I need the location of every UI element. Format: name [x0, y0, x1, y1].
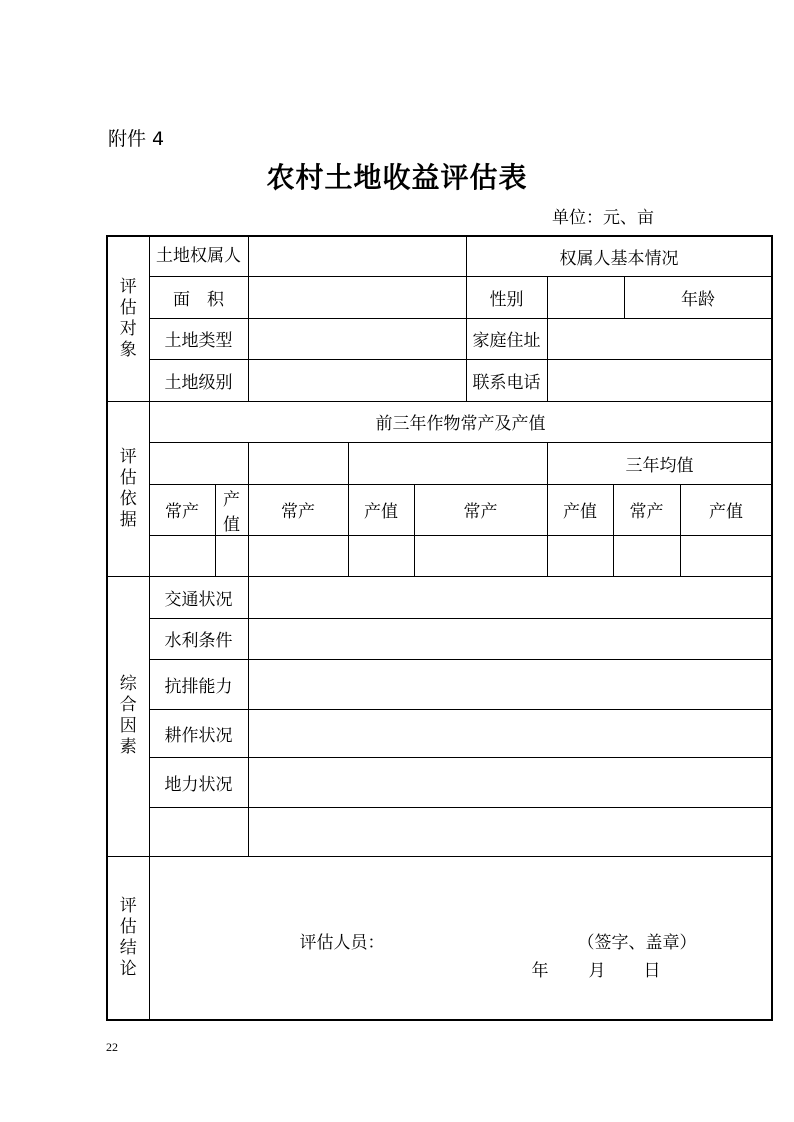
factor-traffic-label: 交通状况 [149, 576, 248, 618]
yield-cell-1[interactable] [149, 535, 215, 576]
year-3-cell[interactable] [348, 442, 547, 484]
owner-info-label: 权属人基本情况 [466, 236, 772, 276]
value-label-3: 产值 [547, 484, 613, 535]
value-cell-avg[interactable] [680, 535, 772, 576]
factor-water-label: 水利条件 [149, 618, 248, 659]
yield-label-3: 常产 [414, 484, 547, 535]
owner-label: 土地权属人 [149, 236, 248, 276]
section-conclusion: 评估结论 [107, 856, 149, 1020]
age-label: 年龄 [624, 276, 772, 318]
day-label: 日 [643, 960, 661, 981]
gender-label: 性别 [466, 276, 547, 318]
value-cell-2[interactable] [348, 535, 414, 576]
area-label: 面 积 [149, 276, 248, 318]
land-type-value-cell[interactable] [248, 318, 466, 359]
gender-value-cell[interactable] [547, 276, 624, 318]
factor-fertility-label: 地力状况 [149, 757, 248, 807]
value-label-avg: 产值 [680, 484, 772, 535]
factor-fertility-cell[interactable] [248, 757, 772, 807]
factor-farming-cell[interactable] [248, 709, 772, 757]
factor-water-cell[interactable] [248, 618, 772, 659]
month-label: 月 [588, 960, 606, 981]
value-cell-1[interactable] [215, 535, 248, 576]
factor-drainage-cell[interactable] [248, 659, 772, 709]
conclusion-cell[interactable] [149, 856, 772, 1020]
owner-value-cell[interactable] [248, 236, 466, 276]
page-number: 22 [106, 1040, 118, 1054]
factor-extra-cell[interactable] [248, 807, 772, 856]
evaluation-form-table [106, 235, 773, 1021]
land-type-label: 土地类型 [149, 318, 248, 359]
land-grade-label: 土地级别 [149, 359, 248, 401]
page-title: 农村土地收益评估表 [266, 161, 528, 194]
section-factors: 综合因素 [107, 576, 149, 856]
year-1-cell[interactable] [149, 442, 248, 484]
year-2-cell[interactable] [248, 442, 348, 484]
three-year-avg-label: 三年均值 [547, 442, 772, 484]
evaluator-label: 评估人员： [299, 932, 385, 953]
basis-header: 前三年作物常产及产值 [149, 401, 772, 442]
land-grade-value-cell[interactable] [248, 359, 466, 401]
yield-cell-avg[interactable] [613, 535, 680, 576]
phone-label: 联系电话 [466, 359, 547, 401]
factor-extra-label-cell[interactable] [149, 807, 248, 856]
attachment-label: 附件 4 [108, 128, 165, 150]
factor-drainage-label: 抗排能力 [149, 659, 248, 709]
unit-label: 单位：元、亩 [552, 208, 654, 228]
section-object: 评估对象 [107, 236, 149, 401]
value-label-2: 产值 [348, 484, 414, 535]
sign-label: （签字、盖章） [577, 932, 697, 953]
factor-farming-label: 耕作状况 [149, 709, 248, 757]
year-label: 年 [531, 960, 549, 981]
area-value-cell[interactable] [248, 276, 466, 318]
value-cell-3[interactable] [547, 535, 613, 576]
yield-label-1: 常产 [149, 484, 215, 535]
phone-value-cell[interactable] [547, 359, 772, 401]
section-basis: 评估依据 [107, 401, 149, 576]
yield-label-avg: 常产 [613, 484, 680, 535]
yield-cell-3[interactable] [414, 535, 547, 576]
value-label-1: 产值 [215, 484, 248, 535]
address-label: 家庭住址 [466, 318, 547, 359]
yield-label-2: 常产 [248, 484, 348, 535]
yield-cell-2[interactable] [248, 535, 348, 576]
factor-traffic-cell[interactable] [248, 576, 772, 618]
address-value-cell[interactable] [547, 318, 772, 359]
